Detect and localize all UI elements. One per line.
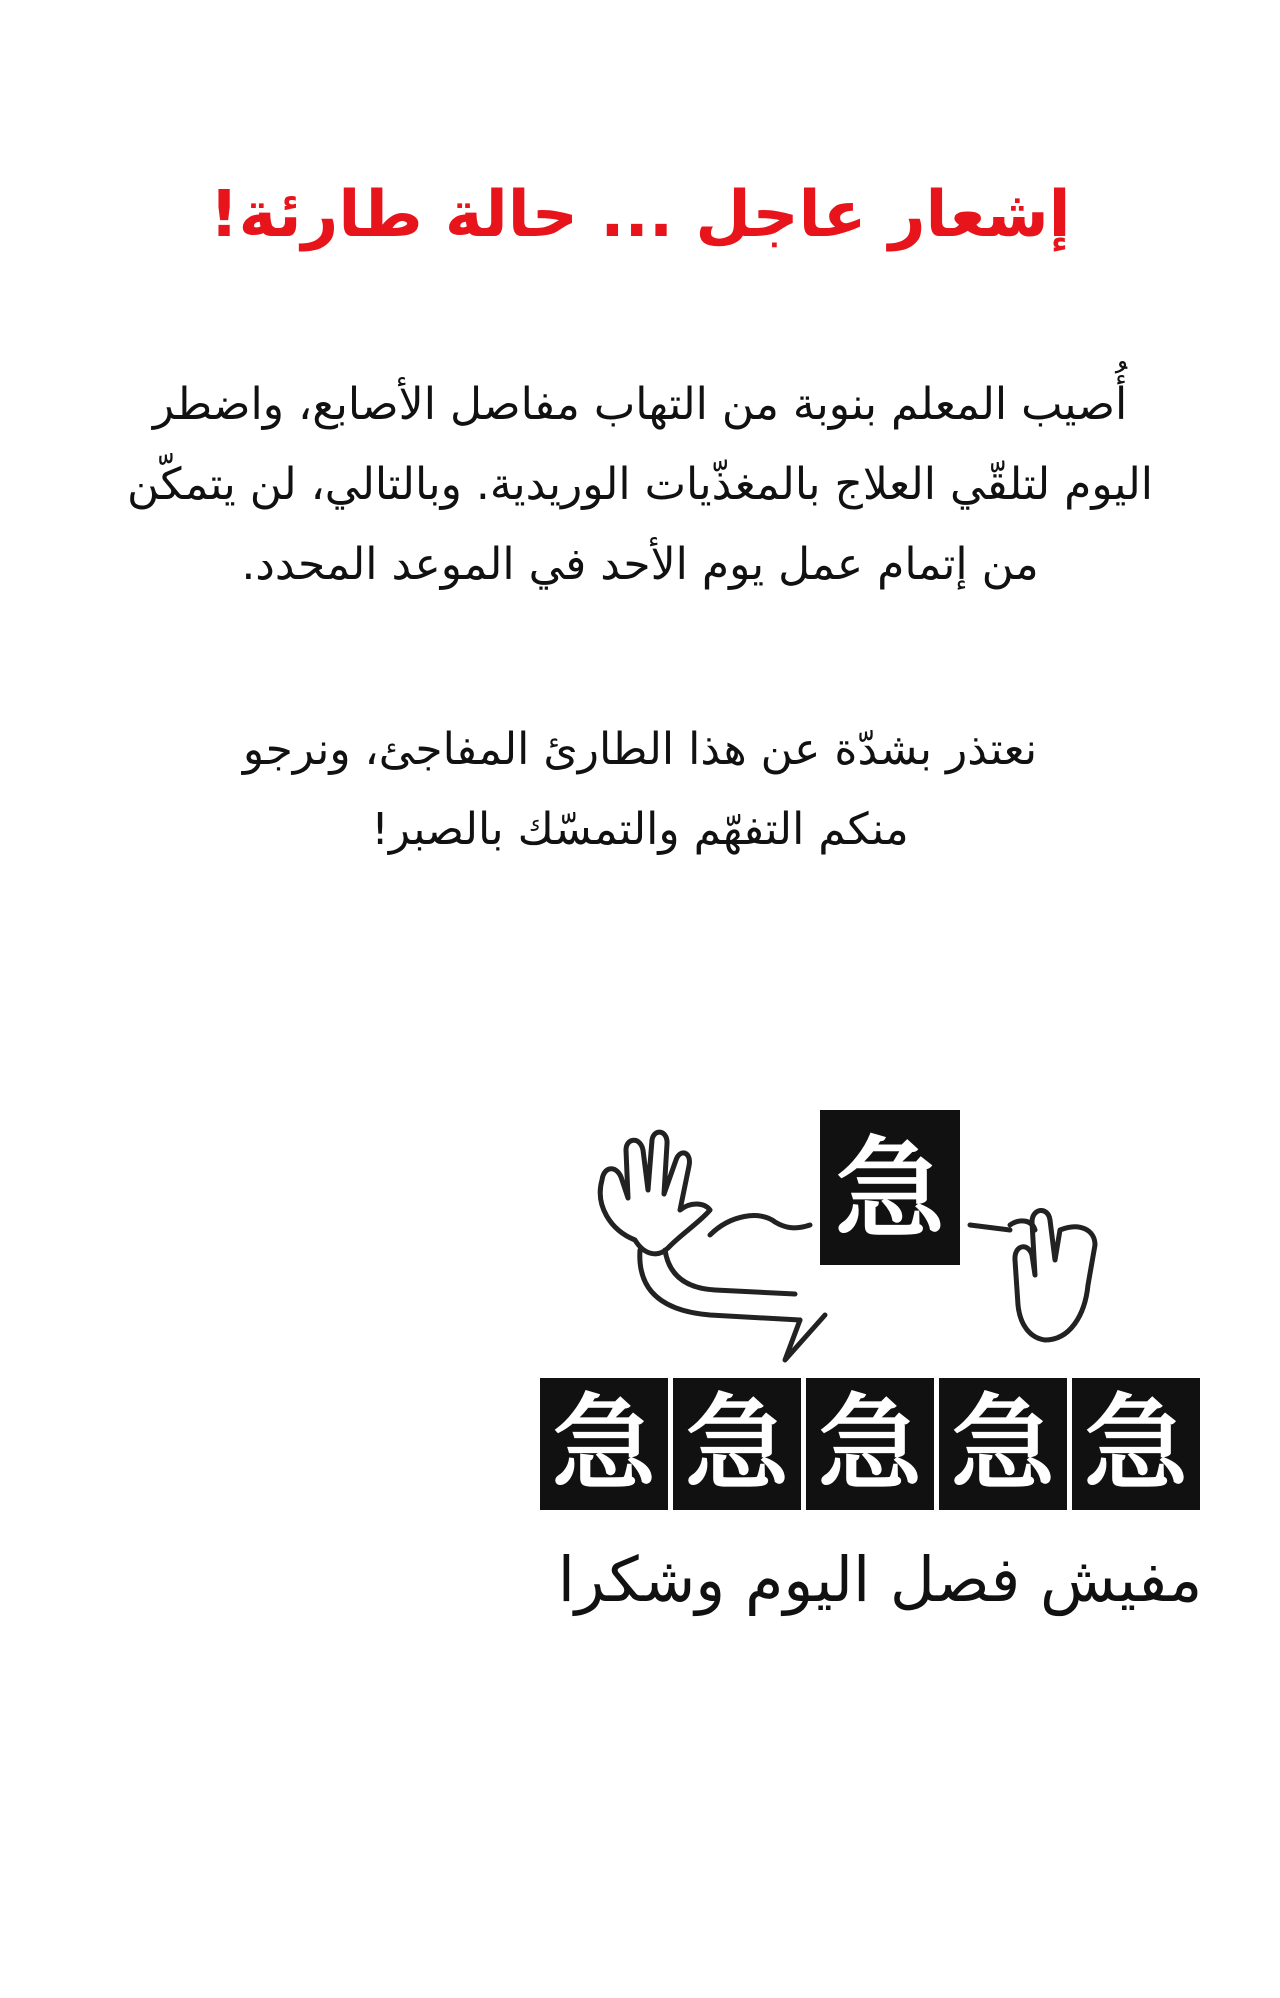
- notice-line: اليوم لتلقّي العلاج بالمغذّيات الوريدية. وبالتالي، لن يتمكّن: [126, 459, 1154, 510]
- notice-line: من إتمام عمل يوم الأحد في الموعد المحدد.: [241, 539, 1039, 590]
- notice-line: نعتذر بشدّة عن هذا الطارئ المفاجئ، ونرجو: [242, 724, 1038, 775]
- left-hand-icon: [600, 1132, 825, 1360]
- urgent-glyph: 急: [817, 1383, 923, 1505]
- urgent-glyph-box-top: [820, 1110, 960, 1265]
- alert-title: إشعار عاجل ... حالة طارئة!: [209, 178, 1071, 252]
- meme-caption: مفيش فصل اليوم وشكرا: [557, 1543, 1203, 1616]
- urgent-glyph: 急: [1083, 1383, 1189, 1505]
- notice-paragraph-2: [40, 710, 1240, 870]
- urgent-meme-image: [540, 1110, 1200, 1510]
- notice-paragraph-1: [40, 365, 1240, 605]
- urgent-glyph: 急: [684, 1383, 790, 1505]
- notice-line: أُصيب المعلم بنوبة من التهاب مفاصل الأصابع، واضطر: [152, 379, 1128, 430]
- right-hand-icon: [970, 1210, 1095, 1340]
- urgent-glyph-row: [540, 1378, 1200, 1510]
- notice-line: منكم التفهّم والتمسّك بالصبر!: [371, 804, 909, 855]
- urgent-glyph: 急: [835, 1126, 945, 1254]
- urgent-glyph: 急: [950, 1383, 1056, 1505]
- urgent-glyph: 急: [551, 1383, 657, 1505]
